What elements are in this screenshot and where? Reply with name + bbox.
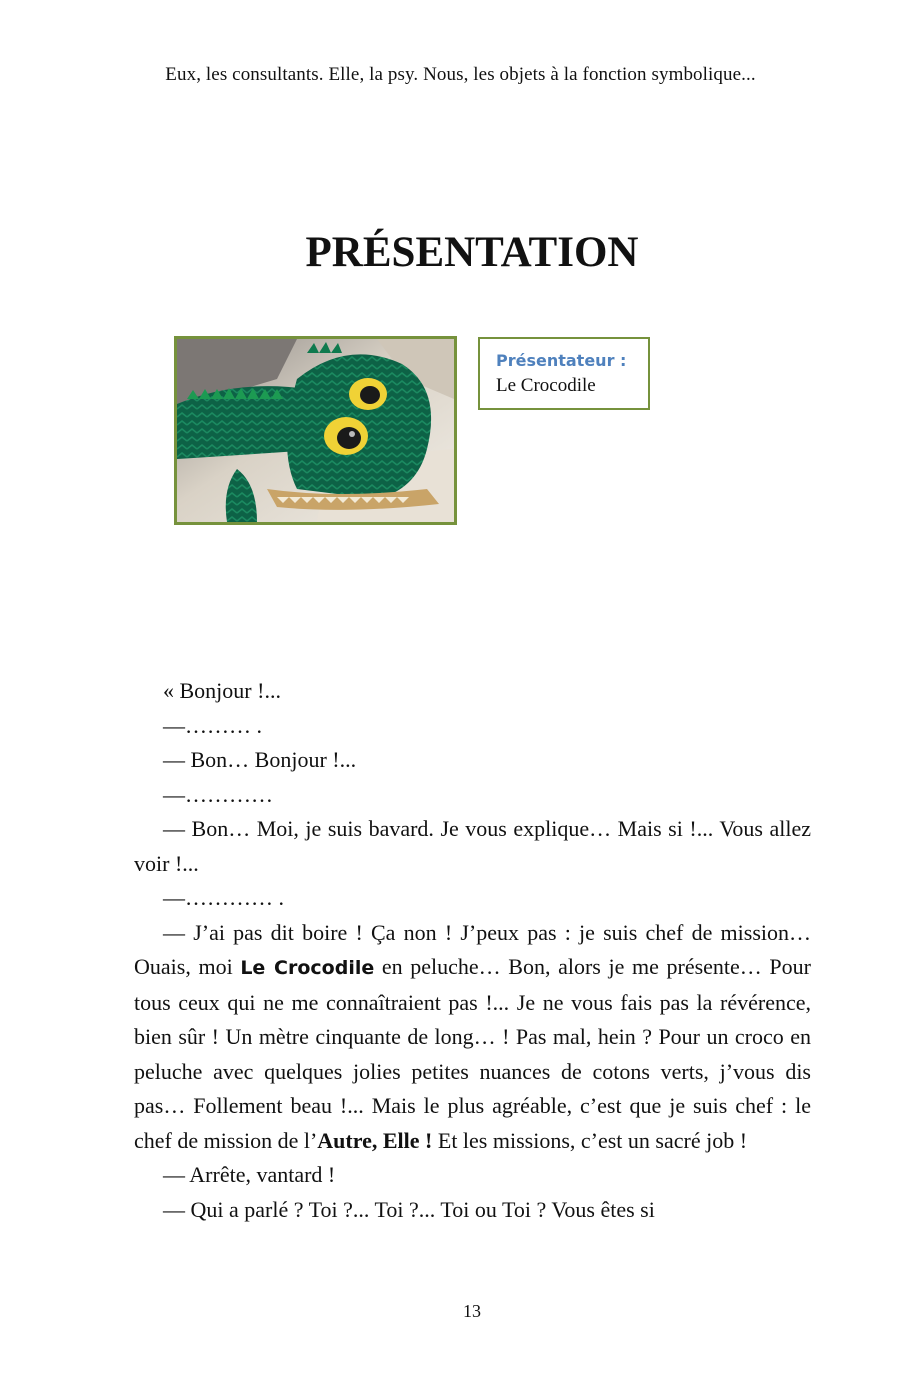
dialogue-line: « Bonjour !... bbox=[163, 678, 281, 703]
crocodile-plush-photo bbox=[174, 336, 457, 525]
dialogue-line: — Arrête, vantard ! bbox=[163, 1162, 336, 1187]
text-span: — J’ai pas dit boire ! Ça non ! J’peux pas : je suis chef de mission… Ouais, moi bbox=[134, 919, 811, 979]
dialogue-line: —………… bbox=[163, 781, 273, 807]
presenter-label: Présentateur : bbox=[496, 351, 627, 370]
character-name: Autre, Elle ! bbox=[317, 1127, 433, 1153]
chapter-title: PRÉSENTATION bbox=[305, 229, 639, 276]
dialogue-line: — Bon… Moi, je suis bavard. Je vous explique… Mais si !... Vous allez voir !... bbox=[134, 816, 811, 876]
character-name: Le Crocodile bbox=[240, 957, 375, 979]
page-number: 13 bbox=[463, 1301, 481, 1321]
dialogue-line: —………… . bbox=[163, 885, 284, 910]
dialogue-text bbox=[134, 674, 811, 1227]
text-span: en peluche… Bon, alors je me présente… Pour tous ceux qui ne me connaîtraient pas !... Je ne vous fais pas la révérence, bien sûr ! Un mètre cinquante de long… ! Pas mal, hein ? Pour un croco en peluche avec quelques jolies petites nuances de cotons verts, j’vous dis pas… Follement beau !... Mais le plus agréable, c’est que je suis chef : le chef de mission de l’ bbox=[134, 954, 811, 1153]
presenter-box bbox=[478, 337, 650, 410]
presenter-name: Le Crocodile bbox=[496, 375, 596, 396]
dialogue-line bbox=[134, 916, 811, 1159]
dialogue-line: — Qui a parlé ? Toi ?... Toi ?... Toi ou Toi ? Vous êtes si bbox=[163, 1196, 655, 1222]
running-header: Eux, les consultants. Elle, la psy. Nous, les objets à la fonction symbolique... bbox=[165, 64, 756, 85]
text-span: Et les missions, c’est un sacré job ! bbox=[432, 1127, 748, 1153]
crocodile-plush-illustration bbox=[177, 339, 454, 522]
dialogue-line: —……… . bbox=[163, 712, 262, 738]
dialogue-line: — Bon… Bonjour !... bbox=[163, 747, 357, 772]
